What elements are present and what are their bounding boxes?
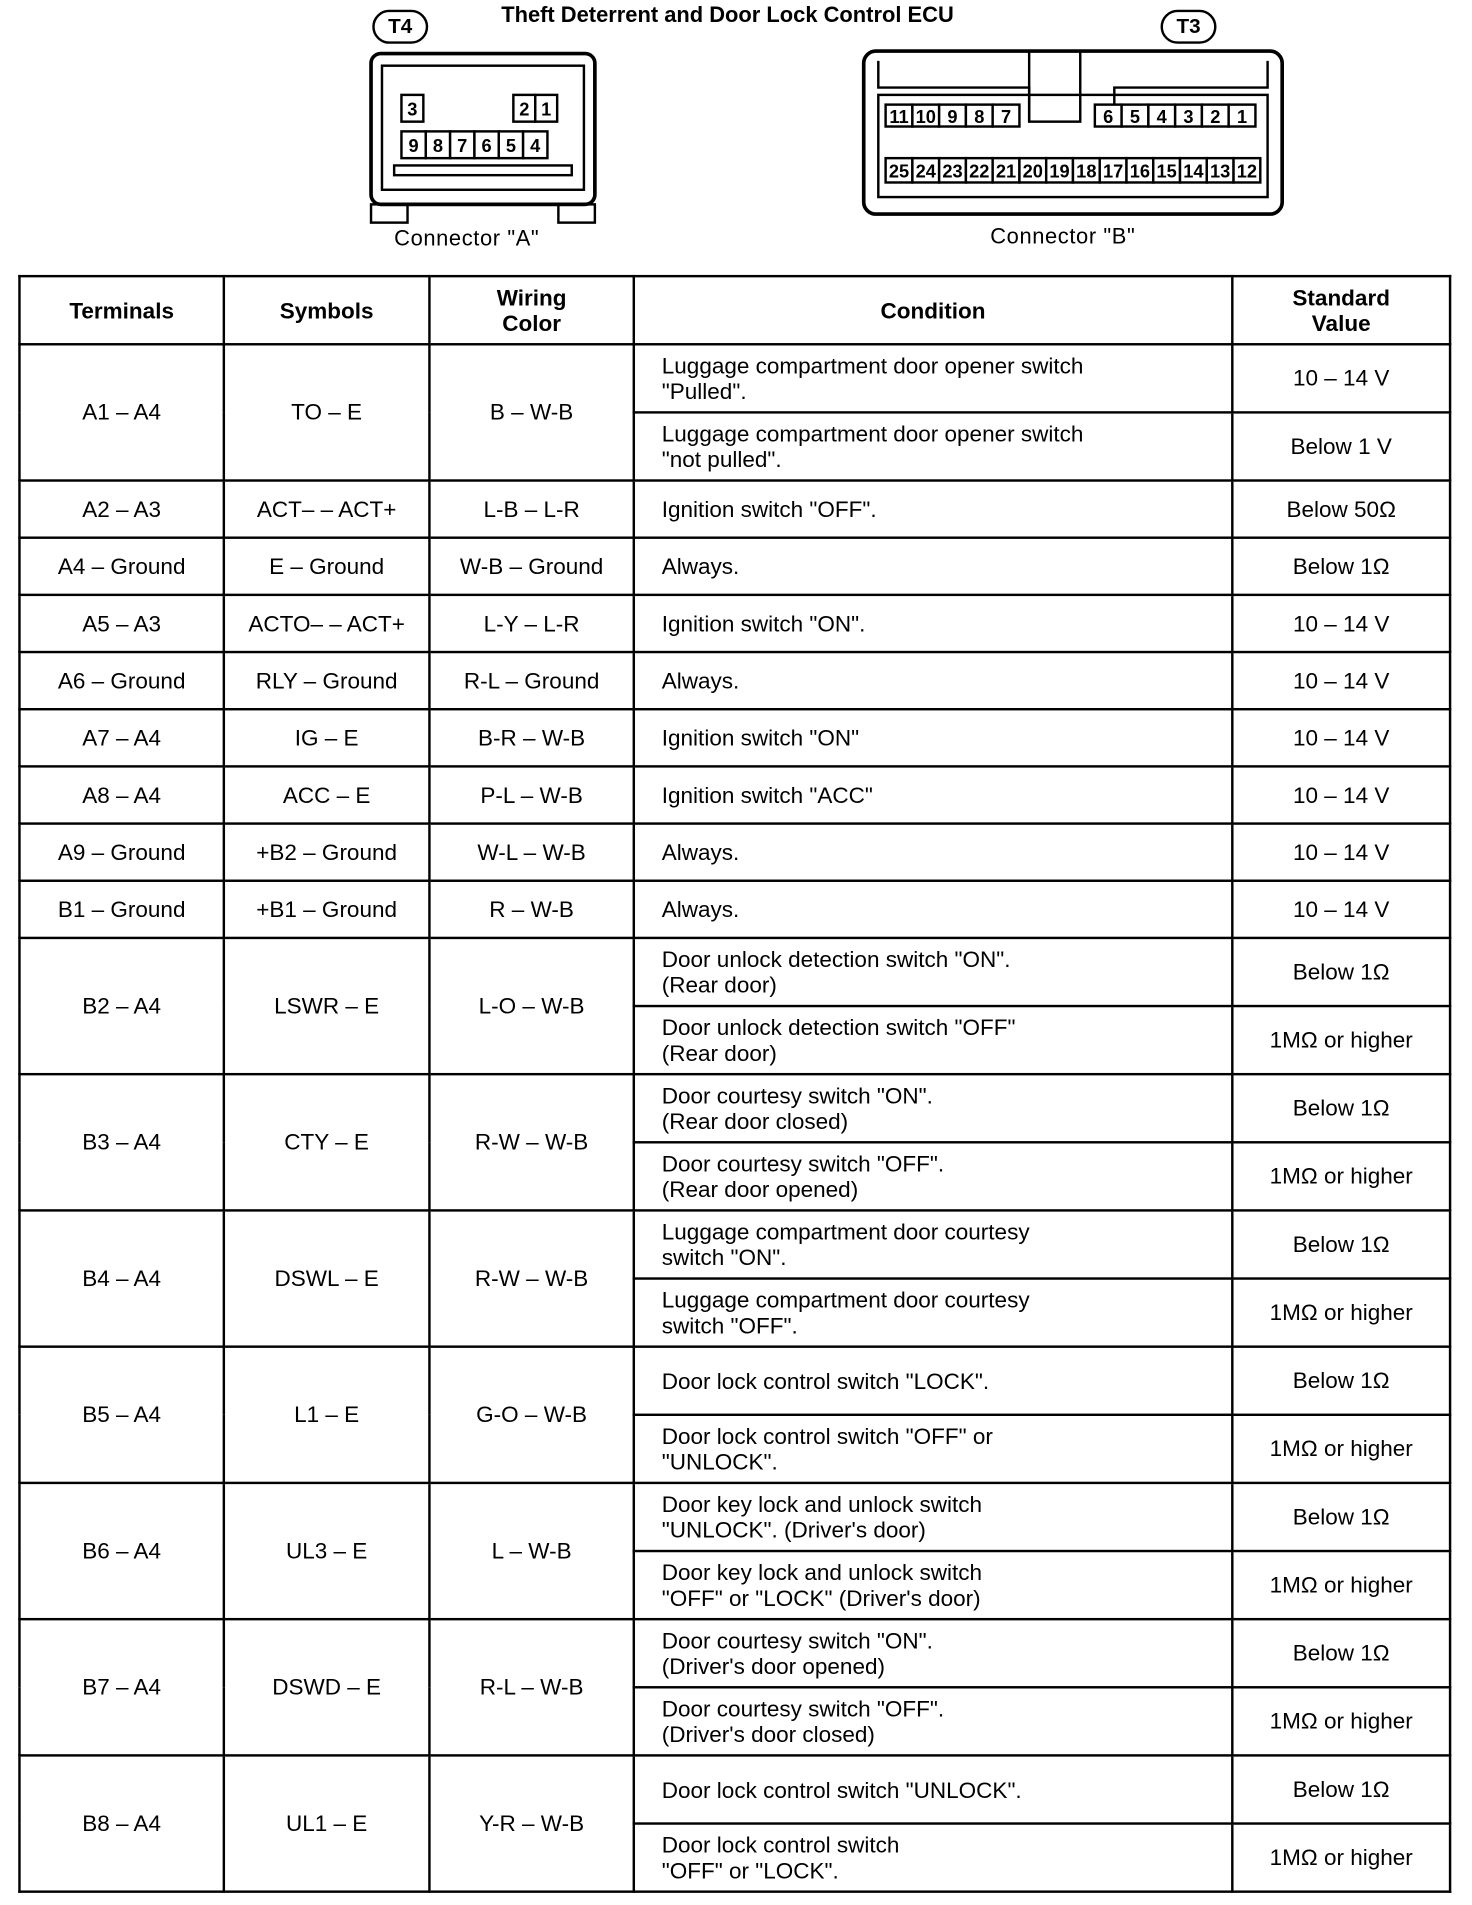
symbols-cell: ACT– – ACT+	[224, 481, 430, 538]
condition-cell: Door lock control switch "UNLOCK".	[634, 1755, 1233, 1823]
condition-cell: Door courtesy switch "OFF". (Rear door opened)	[634, 1142, 1233, 1210]
connector-b-pin-label: 21	[995, 160, 1017, 182]
table-row	[19, 938, 1450, 1006]
standard-value-cell: Below 1Ω	[1232, 1755, 1450, 1823]
terminals-cell: B5 – A4	[19, 1347, 223, 1483]
table-row	[19, 481, 1450, 538]
connector-a-tag: T4	[372, 10, 428, 44]
connector-b-pin-label: 5	[1129, 105, 1141, 127]
connector-b-pin-label: 2	[1210, 105, 1221, 127]
symbols-cell: DSWD – E	[224, 1619, 430, 1755]
table-row	[19, 1347, 1450, 1415]
symbols-cell: +B1 – Ground	[224, 881, 430, 938]
standard-value-cell: 10 – 14 V	[1232, 344, 1450, 412]
connector-b-pin-label: 25	[888, 160, 910, 182]
wiring-color-cell: R-W – W-B	[429, 1210, 633, 1346]
standard-value-cell: Below 1Ω	[1232, 1210, 1450, 1278]
condition-cell: Ignition switch "OFF".	[634, 481, 1233, 538]
condition-cell: Luggage compartment door courtesy switch "OFF".	[634, 1279, 1233, 1347]
connector-b-pin-label: 3	[1183, 105, 1194, 127]
table-row	[19, 881, 1450, 938]
condition-cell: Luggage compartment door courtesy switch "ON".	[634, 1210, 1233, 1278]
connector-b-pin-label: 1	[1236, 105, 1248, 127]
standard-value-cell: Below 50Ω	[1232, 481, 1450, 538]
terminals-cell: A5 – A3	[19, 595, 223, 652]
condition-cell: Ignition switch "ACC"	[634, 766, 1233, 823]
standard-value-cell: 1MΩ or higher	[1232, 1687, 1450, 1755]
standard-value-cell: Below 1Ω	[1232, 538, 1450, 595]
connector-b-tag: T3	[1161, 10, 1217, 44]
connector-b-pin-label: 10	[915, 105, 936, 127]
symbols-cell: ACC – E	[224, 766, 430, 823]
connector-a-pin-label: 4	[530, 135, 541, 157]
wiring-color-cell: L-B – L-R	[429, 481, 633, 538]
condition-cell: Door lock control switch "OFF" or "UNLOCK".	[634, 1415, 1233, 1483]
wiring-color-cell: R – W-B	[429, 881, 633, 938]
table-row	[19, 1210, 1450, 1278]
table-row	[19, 538, 1450, 595]
header-symbols: Symbols	[224, 276, 430, 344]
symbols-cell: E – Ground	[224, 538, 430, 595]
wiring-color-cell: G-O – W-B	[429, 1347, 633, 1483]
connector-a-pin-label: 7	[457, 135, 468, 157]
connector-b-pin-label: 6	[1103, 105, 1114, 127]
symbols-cell: +B2 – Ground	[224, 824, 430, 881]
terminals-cell: B1 – Ground	[19, 881, 223, 938]
standard-value-cell: 1MΩ or higher	[1232, 1551, 1450, 1619]
standard-value-cell: Below 1Ω	[1232, 938, 1450, 1006]
symbols-cell: LSWR – E	[224, 938, 430, 1074]
connector-b-pin-label: 20	[1022, 160, 1043, 182]
page-title: Theft Deterrent and Door Lock Control ECU	[501, 2, 954, 27]
wiring-color-cell: P-L – W-B	[429, 766, 633, 823]
standard-value-cell: 10 – 14 V	[1232, 595, 1450, 652]
header-standard-value: Standard Value	[1232, 276, 1450, 344]
symbols-cell: DSWL – E	[224, 1210, 430, 1346]
connector-b-pin-label: 24	[915, 160, 936, 182]
connector-a-pin-label: 8	[432, 135, 444, 157]
connector-b-pin-label: 19	[1049, 160, 1070, 182]
terminals-cell: B8 – A4	[19, 1755, 223, 1891]
table-row	[19, 595, 1450, 652]
table-row	[19, 1755, 1450, 1823]
connector-a-pin-label: 5	[505, 135, 517, 157]
terminals-cell: B3 – A4	[19, 1074, 223, 1210]
condition-cell: Door courtesy switch "ON". (Driver's door opened)	[634, 1619, 1233, 1687]
standard-value-cell: Below 1Ω	[1232, 1619, 1450, 1687]
standard-value-cell: Below 1Ω	[1232, 1347, 1450, 1415]
connector-b-pin-label: 23	[942, 160, 963, 182]
connector-a-pin-label: 2	[519, 98, 530, 120]
connector-b-pin-label: 12	[1236, 160, 1258, 182]
symbols-cell: UL1 – E	[224, 1755, 430, 1891]
standard-value-cell: 1MΩ or higher	[1232, 1142, 1450, 1210]
condition-cell: Door unlock detection switch "OFF" (Rear door)	[634, 1006, 1233, 1074]
connector-b-pin-label: 17	[1102, 160, 1124, 182]
connector-b-pin-label: 18	[1076, 160, 1097, 182]
standard-value-cell: Below 1Ω	[1232, 1483, 1450, 1551]
condition-cell: Door lock control switch "OFF" or "LOCK".	[634, 1824, 1233, 1892]
wiring-color-cell: B-R – W-B	[429, 709, 633, 766]
terminals-cell: A4 – Ground	[19, 538, 223, 595]
standard-value-cell: 10 – 14 V	[1232, 652, 1450, 709]
wiring-color-cell: W-L – W-B	[429, 824, 633, 881]
wiring-color-cell: R-L – W-B	[429, 1619, 633, 1755]
terminal-table	[18, 275, 1451, 1893]
terminals-cell: A9 – Ground	[19, 824, 223, 881]
wiring-color-cell: R-W – W-B	[429, 1074, 633, 1210]
symbols-cell: ACTO– – ACT+	[224, 595, 430, 652]
standard-value-cell: Below 1Ω	[1232, 1074, 1450, 1142]
standard-value-cell: 1MΩ or higher	[1232, 1415, 1450, 1483]
condition-cell: Always.	[634, 538, 1233, 595]
table-row	[19, 1074, 1450, 1142]
condition-cell: Door key lock and unlock switch "OFF" or "LOCK" (Driver's door)	[634, 1551, 1233, 1619]
connector-a-diagram	[365, 49, 608, 225]
standard-value-cell: 1MΩ or higher	[1232, 1279, 1450, 1347]
table-row	[19, 344, 1450, 412]
symbols-cell: L1 – E	[224, 1347, 430, 1483]
wiring-color-cell: L – W-B	[429, 1483, 633, 1619]
standard-value-cell: 10 – 14 V	[1232, 709, 1450, 766]
connector-a-pin-label: 9	[408, 135, 419, 157]
terminals-cell: A8 – A4	[19, 766, 223, 823]
connector-b-label: Connector "B"	[990, 223, 1136, 249]
terminals-cell: B4 – A4	[19, 1210, 223, 1346]
connector-b-pin-label: 13	[1210, 160, 1231, 182]
standard-value-cell: 10 – 14 V	[1232, 824, 1450, 881]
wiring-color-cell: Y-R – W-B	[429, 1755, 633, 1891]
standard-value-cell: 10 – 14 V	[1232, 881, 1450, 938]
terminals-cell: B2 – A4	[19, 938, 223, 1074]
terminals-cell: A6 – Ground	[19, 652, 223, 709]
connector-b-pin-label: 11	[889, 105, 909, 127]
table-row	[19, 824, 1450, 881]
condition-cell: Ignition switch "ON".	[634, 595, 1233, 652]
header-wiring-color: Wiring Color	[429, 276, 633, 344]
condition-cell: Door unlock detection switch "ON". (Rear door)	[634, 938, 1233, 1006]
terminals-cell: A1 – A4	[19, 344, 223, 480]
wiring-color-cell: B – W-B	[429, 344, 633, 480]
condition-cell: Door courtesy switch "ON". (Rear door closed)	[634, 1074, 1233, 1142]
symbols-cell: IG – E	[224, 709, 430, 766]
terminals-cell: A7 – A4	[19, 709, 223, 766]
connector-a-pin-label: 3	[407, 98, 418, 120]
table-row	[19, 1483, 1450, 1551]
terminals-cell: A2 – A3	[19, 481, 223, 538]
condition-cell: Luggage compartment door opener switch "not pulled".	[634, 412, 1233, 480]
connector-b-pin-label: 7	[1000, 105, 1012, 127]
connector-b-pin-label: 15	[1156, 160, 1177, 182]
header-condition: Condition	[634, 276, 1233, 344]
condition-cell: Door courtesy switch "OFF". (Driver's door closed)	[634, 1687, 1233, 1755]
wiring-color-cell: R-L – Ground	[429, 652, 633, 709]
table-row	[19, 652, 1450, 709]
condition-cell: Luggage compartment door opener switch "Pulled".	[634, 344, 1233, 412]
connector-a-label: Connector "A"	[394, 226, 540, 251]
connector-b-pin-label: 8	[974, 105, 985, 127]
connector-b-diagram	[859, 46, 1287, 219]
standard-value-cell: Below 1 V	[1232, 412, 1450, 480]
wiring-color-cell: L-O – W-B	[429, 938, 633, 1074]
connector-b-pin-label: 16	[1129, 160, 1151, 182]
condition-cell: Door lock control switch "LOCK".	[634, 1347, 1233, 1415]
condition-cell: Door key lock and unlock switch "UNLOCK". (Driver's door)	[634, 1483, 1233, 1551]
table-row	[19, 709, 1450, 766]
condition-cell: Always.	[634, 881, 1233, 938]
condition-cell: Ignition switch "ON"	[634, 709, 1233, 766]
standard-value-cell: 1MΩ or higher	[1232, 1824, 1450, 1892]
symbols-cell: UL3 – E	[224, 1483, 430, 1619]
header-terminals: Terminals	[19, 276, 223, 344]
connector-b-pin-label: 9	[947, 105, 958, 127]
terminals-cell: B6 – A4	[19, 1483, 223, 1619]
table-row	[19, 1619, 1450, 1687]
symbols-cell: RLY – Ground	[224, 652, 430, 709]
connector-a-pin-label: 6	[481, 135, 492, 157]
table-row	[19, 766, 1450, 823]
connector-b-pin-label: 4	[1156, 105, 1167, 127]
symbols-cell: CTY – E	[224, 1074, 430, 1210]
condition-cell: Always.	[634, 652, 1233, 709]
wiring-color-cell: L-Y – L-R	[429, 595, 633, 652]
standard-value-cell: 1MΩ or higher	[1232, 1006, 1450, 1074]
connector-a-pin-label: 1	[541, 98, 552, 120]
condition-cell: Always.	[634, 824, 1233, 881]
terminals-cell: B7 – A4	[19, 1619, 223, 1755]
connector-b-pin-label: 14	[1183, 160, 1204, 182]
symbols-cell: TO – E	[224, 344, 430, 480]
wiring-color-cell: W-B – Ground	[429, 538, 633, 595]
standard-value-cell: 10 – 14 V	[1232, 766, 1450, 823]
connector-b-pin-label: 22	[969, 160, 990, 182]
